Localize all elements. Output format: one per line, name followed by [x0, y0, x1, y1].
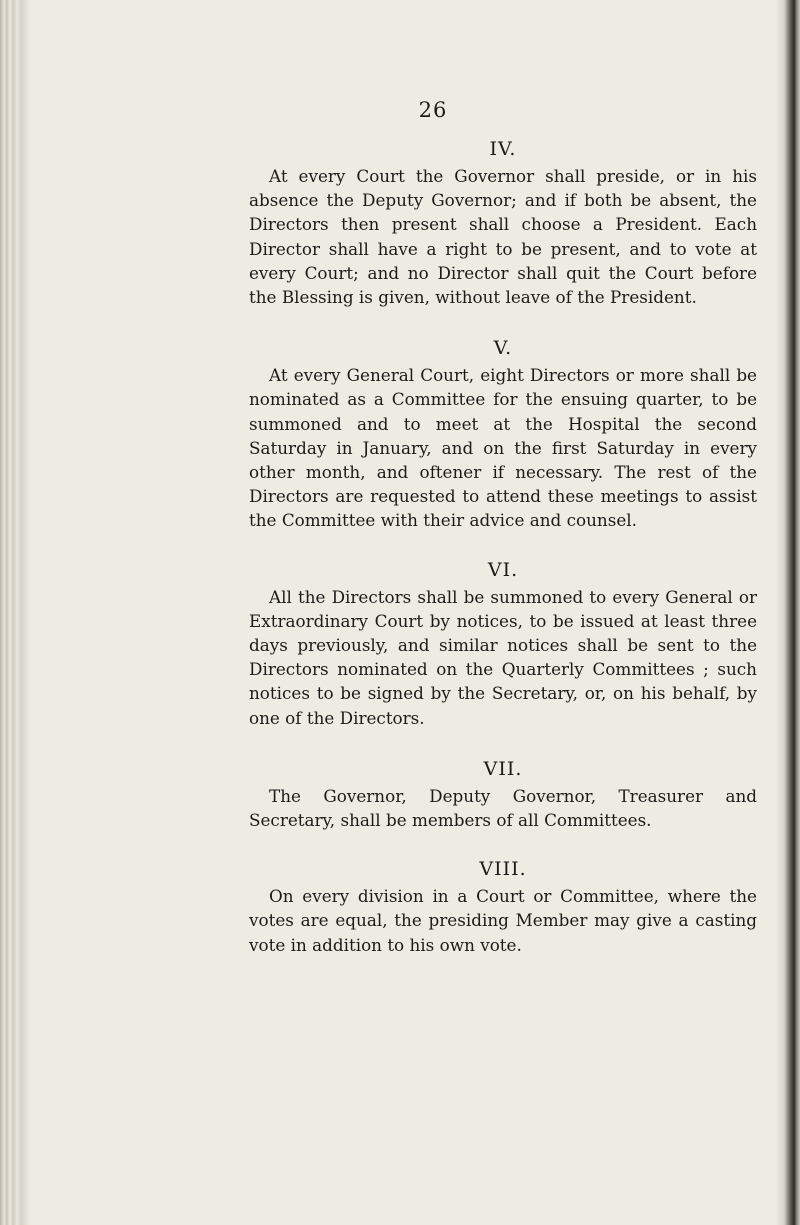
section-text: At every General Court, eight Directors or more shall be nominated as a Committee for the ensuing quarter, to be summoned and to meet at the Hospital the second Saturday in January, and on the first Saturday in every other month, and oftener if necessary. The rest of the Directors are requested to attend these meetings to assist the Committee with their advice and counsel.: [249, 365, 757, 531]
section-viii: [249, 856, 757, 957]
page-edge: [776, 0, 800, 1225]
page-number: 26: [418, 98, 448, 122]
section-heading: IV.: [489, 138, 517, 160]
section-text: All the Directors shall be summoned to every General or Extraordinary Court by notices, to be issued at least three days previously, and similar notices shall be sent to the Directors nominated on the Quarterly Committees ; such notices to be signed by the Secretary, or, on his behalf, by one of the Directors.: [249, 586, 757, 728]
section-vii: [249, 756, 757, 832]
section-text: The Governor, Deputy Governor, Treasurer and Secretary, shall be members of all Committees.: [249, 785, 757, 831]
section-iv: [249, 136, 757, 309]
section-text: At every Court the Governor shall preside, or in his absence the Deputy Governor; and if both be absent, the Directors then present shall choose a President. Each Director shall have a right to be present, and to vote at every Court; and no Director shall quit the Court before the Blessing is given, without leave of the President.: [249, 166, 757, 308]
section-heading: VIII.: [479, 858, 527, 881]
section-heading: VII.: [483, 757, 523, 780]
page-content: [249, 136, 757, 973]
section-heading: V.: [493, 337, 513, 360]
section-heading: VI.: [487, 558, 519, 581]
book-page: [40, 0, 776, 1225]
section-v: [249, 335, 757, 532]
section-vi: [249, 557, 757, 730]
binding-edge: [0, 0, 34, 1225]
section-text: On every division in a Court or Committee, where the votes are equal, the presiding Member may give a casting vote in addition to his own vote.: [249, 886, 757, 955]
